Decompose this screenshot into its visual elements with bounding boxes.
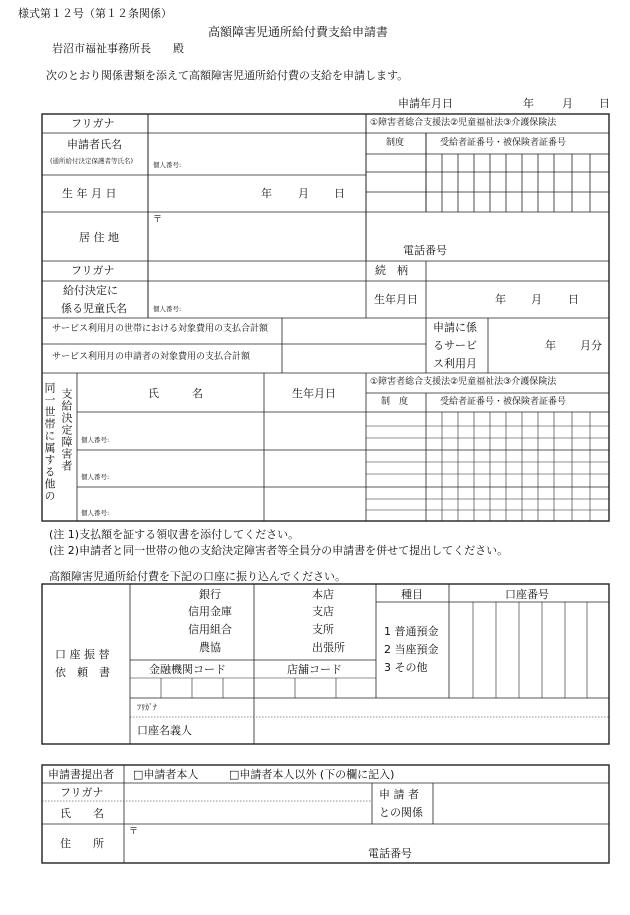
applicant-cert-number-label: 受給者証番号・被保険者証番号 <box>440 138 567 148</box>
applicant-total-label: サービス利用月の申請者の対象費用の支払合計額 <box>52 352 251 362</box>
household-system-label: 制 度 <box>381 397 409 407</box>
note-2: (注 2)申請者と同一世帯の他の支給決定障害者等全員分の申請書を併せて提出してください。 <box>49 544 509 557</box>
submitter-furigana-field[interactable] <box>125 784 371 800</box>
account-number-field[interactable] <box>450 603 608 697</box>
service-month-label-line3: ス利用月 <box>433 357 477 370</box>
applicant-furigana-field[interactable] <box>149 115 365 132</box>
child-birth-month: 月 <box>531 293 542 306</box>
branch-name-field[interactable] <box>255 585 375 659</box>
bank-type-nokyo: 農協 <box>199 641 221 654</box>
submitter-name-label: 氏 名 <box>60 807 104 820</box>
child-birth-label: 生年月日 <box>374 293 418 306</box>
form-number: 様式第１２号（第１２条関係） <box>18 7 172 20</box>
account-holder-furigana-label: ﾌﾘｶﾞﾅ <box>137 703 157 712</box>
applicant-name-label: 申請者氏名 <box>67 138 122 151</box>
submitter-address-label: 住 所 <box>60 837 104 850</box>
branch-code-label: 店舗コード <box>287 663 342 676</box>
applicant-law-options: ①障害者総合支援法②児童福祉法③介護保険法 <box>370 118 557 128</box>
household-total-label: サービス利用月の世帯における対象費用の支払合計額 <box>52 324 269 334</box>
applicant-personal-number-label: 個人番号: <box>153 161 182 169</box>
page-title: 高額障害児通所給付費支給申請書 <box>208 25 389 39</box>
submitter-phone-label: 電話番号 <box>368 847 412 860</box>
household-member1-name-field[interactable] <box>78 413 263 449</box>
bank-type-shinkin: 信用金庫 <box>188 605 232 618</box>
account-type-header: 種目 <box>401 588 423 601</box>
submitter-name-field[interactable] <box>125 802 371 823</box>
applicant-postal-mark: 〒 <box>153 215 163 225</box>
intro-text: 次のとおり関係書類を添えて高額障害児通所給付費の支給を申請します。 <box>46 69 409 82</box>
applicant-birth-field[interactable] <box>149 176 365 211</box>
household-member3-name-field[interactable] <box>78 488 263 520</box>
household-member2-name-field[interactable] <box>78 451 263 486</box>
applicant-cert-number-field[interactable] <box>427 155 608 211</box>
household-total-field[interactable] <box>283 319 425 343</box>
bank-side-label-1: 口 座 振 替 <box>55 648 110 661</box>
branch-type-branch: 支店 <box>312 605 334 618</box>
applicant-birth-year: 年 <box>261 187 272 200</box>
applicant-system-field[interactable] <box>367 155 425 211</box>
service-month-label-line1: 申請に係 <box>433 321 477 334</box>
household-member1-personal-number: 個人番号: <box>81 436 110 444</box>
applicant-birth-label: 生 年 月 日 <box>62 187 117 200</box>
applicant-system-label: 制度 <box>386 138 405 148</box>
household-birth-header: 生年月日 <box>292 387 336 400</box>
service-month-year: 年 <box>545 339 556 352</box>
branch-type-sub: 支所 <box>312 623 334 636</box>
household-side-label-a: 同一世帯に属する他の <box>43 382 56 502</box>
household-member2-personal-number: 個人番号: <box>81 473 110 481</box>
applicant-name-field[interactable] <box>149 134 365 154</box>
household-member3-personal-number: 個人番号: <box>81 509 110 517</box>
date-year: 年 <box>523 97 534 110</box>
account-type-ordinary[interactable]: 1 普通預金 <box>384 625 439 638</box>
application-date-label: 申請年月日 <box>398 97 453 110</box>
account-holder-field[interactable] <box>255 718 608 743</box>
applicant-furigana-label: フリガナ <box>71 117 115 130</box>
submitter-option-self[interactable]: □申請者本人 <box>133 768 199 781</box>
branch-type-office: 出張所 <box>312 641 345 654</box>
child-name-label-line2: 係る児童氏名 <box>61 302 127 315</box>
branch-code-field[interactable] <box>255 679 375 697</box>
date-day: 日 <box>599 97 610 110</box>
bank-code-field[interactable] <box>131 679 253 697</box>
applicant-address-label: 居 住 地 <box>79 231 119 244</box>
submitter-relation-label-line1: 申 請 者 <box>379 788 419 801</box>
submitter-relation-label-line2: との関係 <box>379 806 423 819</box>
applicant-birth-month: 月 <box>298 187 309 200</box>
submitter-postal-mark: 〒 <box>129 827 139 837</box>
account-number-header: 口座番号 <box>505 588 549 601</box>
submitter-address-field[interactable] <box>125 825 608 862</box>
account-type-other[interactable]: 3 その他 <box>384 661 428 674</box>
child-birth-year: 年 <box>495 293 506 306</box>
bank-intro: 高額障害児通所給付費を下記の口座に振り込んでください。 <box>49 570 346 583</box>
child-personal-number-label: 個人番号: <box>153 305 182 313</box>
bank-type-bank: 銀行 <box>199 588 221 601</box>
date-month: 月 <box>562 97 573 110</box>
service-month-month: 月分 <box>580 339 602 352</box>
household-name-header: 氏 名 <box>148 387 203 400</box>
child-furigana-label: フリガナ <box>71 264 115 277</box>
account-type-current[interactable]: 2 当座預金 <box>384 643 439 656</box>
household-member2-birth-field[interactable] <box>265 451 365 486</box>
applicant-address-field[interactable] <box>149 213 608 260</box>
child-relation-label: 続 柄 <box>375 264 408 277</box>
child-name-label-line1: 給付決定に <box>63 284 118 297</box>
submitter-option-other[interactable]: □申請者本人以外 (下の欄に記入) <box>229 768 395 781</box>
addressee: 岩沼市福祉事務所長 殿 <box>52 42 184 55</box>
child-name-field[interactable] <box>149 282 365 317</box>
applicant-phone-label: 電話番号 <box>403 244 447 257</box>
note-1: (注 1)支払額を証する領収書を添付してください。 <box>49 528 300 541</box>
child-birth-day: 日 <box>568 293 579 306</box>
child-furigana-field[interactable] <box>149 262 365 280</box>
branch-type-main: 本店 <box>312 588 334 601</box>
child-birth-field[interactable] <box>427 282 608 317</box>
bank-side-label-2: 依 頼 書 <box>55 666 110 679</box>
bank-name-field[interactable] <box>131 585 253 659</box>
account-holder-label: 口座名義人 <box>137 724 192 737</box>
service-month-field[interactable] <box>489 319 608 372</box>
household-member1-birth-field[interactable] <box>265 413 365 449</box>
applicant-total-field[interactable] <box>283 345 425 372</box>
household-law-options: ①障害者総合支援法②児童福祉法③介護保険法 <box>370 377 557 387</box>
household-side-label-b: 支給決定障害者 <box>60 388 73 472</box>
household-member3-birth-field[interactable] <box>265 488 365 520</box>
household-cert-number-label: 受給者証番号・被保険者証番号 <box>440 397 567 407</box>
service-month-label-line2: るサービ <box>433 339 477 352</box>
account-holder-furigana-field[interactable] <box>255 699 608 716</box>
applicant-birth-day: 日 <box>334 187 345 200</box>
submitter-furigana-label: フリガナ <box>60 786 104 799</box>
bank-code-label: 金融機関コード <box>149 663 226 676</box>
applicant-name-note: (通所給付決定保護者等氏名) <box>50 157 134 165</box>
submitter-label: 申請書提出者 <box>48 768 114 781</box>
child-relation-field[interactable] <box>427 262 608 280</box>
submitter-relation-field[interactable] <box>434 784 608 823</box>
bank-type-shinkumi: 信用組合 <box>188 623 232 636</box>
